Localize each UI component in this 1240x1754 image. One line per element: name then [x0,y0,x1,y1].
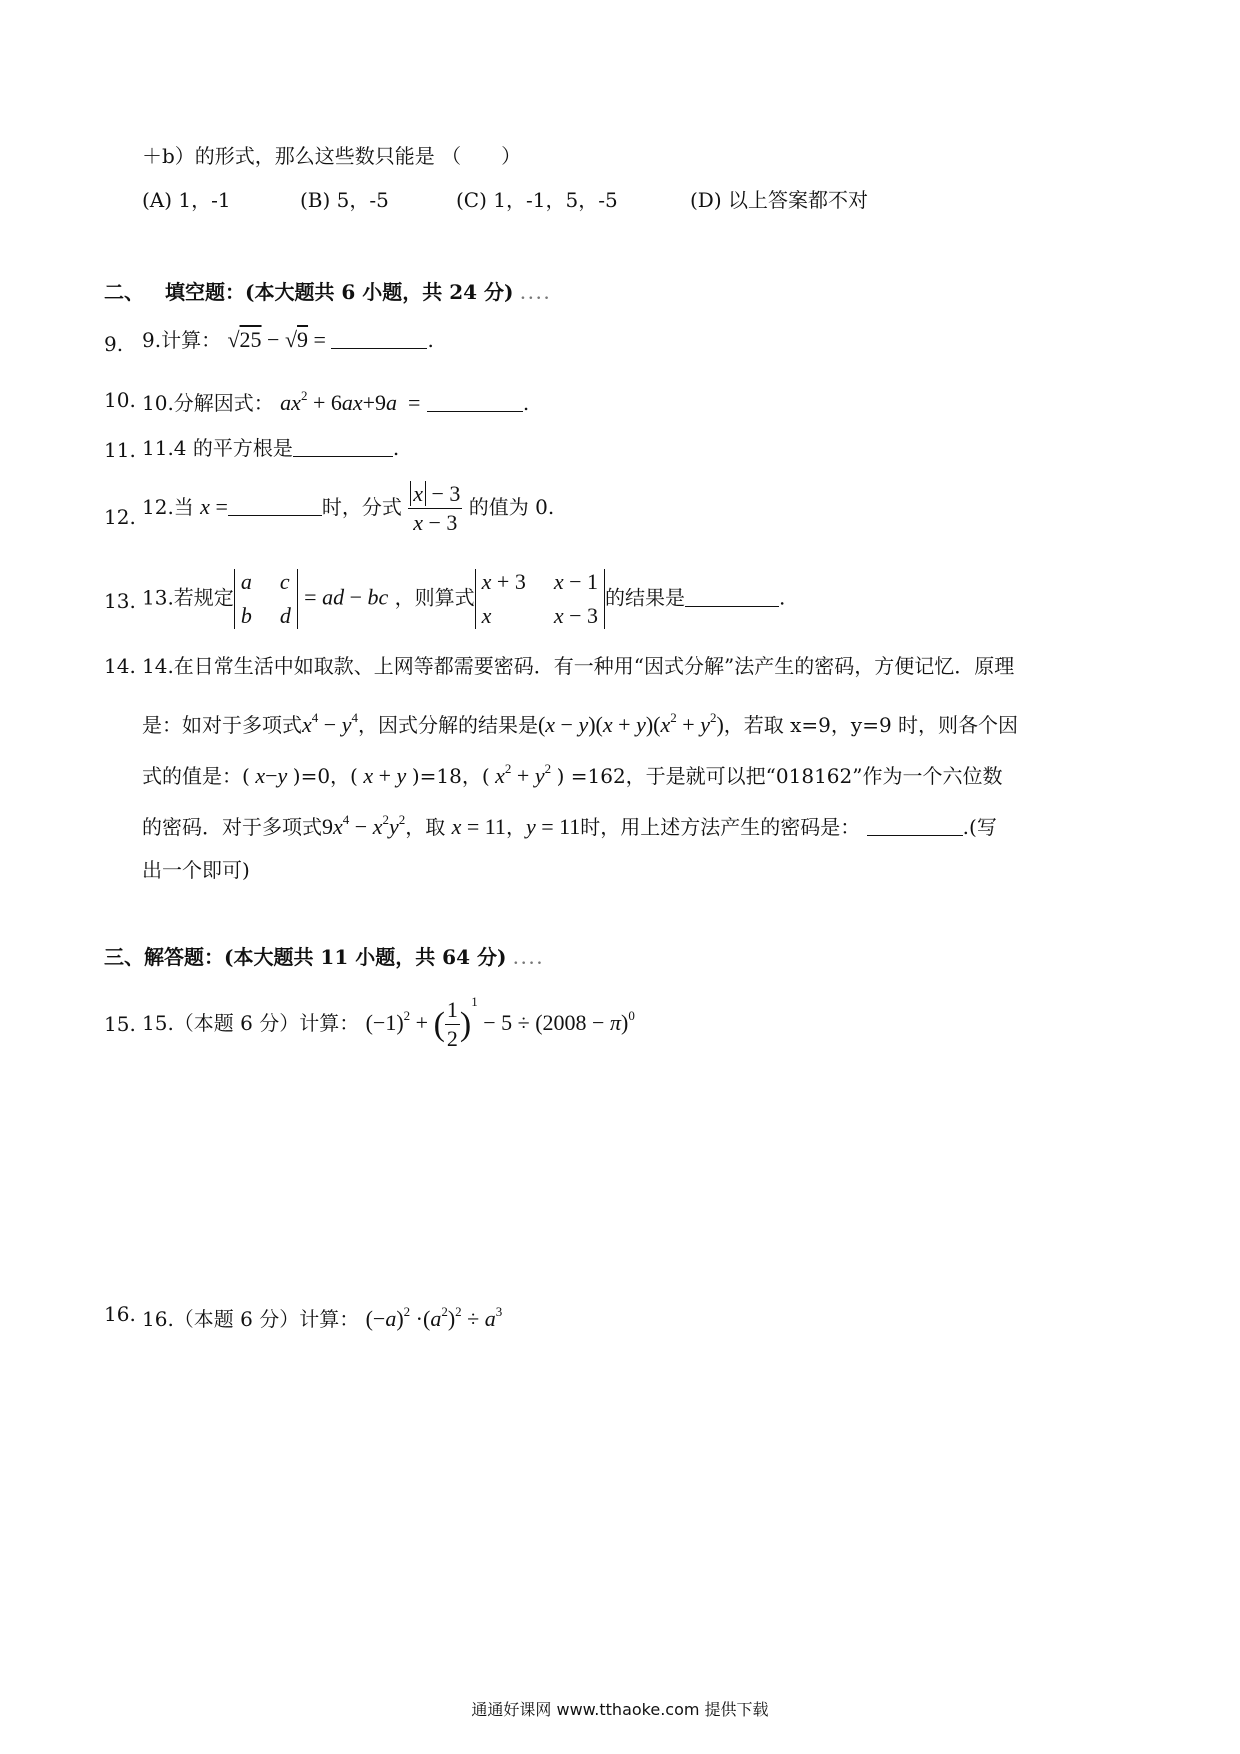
q13-number: 13. [104,589,136,613]
q15-label: 15.（本题 6 分）计算： [142,1011,360,1035]
q9-answer-blank[interactable] [331,326,427,349]
q10-number: 10. [104,388,136,412]
section2-heading [165,278,552,309]
q11-number: 11. [104,438,136,462]
q12-fraction: $\frac{x - 3}{x - 3}$ [408,480,462,537]
q16-body [142,1298,502,1333]
sqrt-icon: √ [284,327,298,352]
q8-option-a: (A) 1，-1 [142,188,231,212]
q10-label: 10.分解因式： [142,391,274,415]
q10-answer-blank[interactable] [427,389,523,412]
q13-body: 13.若规定 a c b d = ad − bc ，则算式 x + 3 x − 1 x x − 3 的结果是 . [142,569,786,628]
q9-label: 9.计算： [142,328,222,352]
q15-expression: $(-1)^2$ + ( $\frac{1}{2}$ )$^1 - 5 \div (2008 - \pi)^0$ [365,994,635,1052]
q13-determinant: x + 3 x − 1 x x − 3 [481,569,599,628]
q14-line-1: 14.在日常生活中如取款、上网等都需要密码．有一种用“因式分解”法产生的密码，方便记忆．原理 [142,654,1015,678]
q14-line-5: 出一个即可) [142,858,250,882]
q12-answer-blank[interactable] [228,493,322,516]
q16-expression: $(-a)^2 \cdot(a^2)^2 \div a^3$ [365,1304,503,1331]
q12-number: 12. [104,505,136,529]
q9-expression: √25 − √9 = [227,327,332,352]
section2-dots: .... [520,287,552,303]
q14-number: 14. [104,654,136,678]
q13-determinant-def: a c b d [240,569,291,628]
q8-option-b: (B) 5，-5 [300,188,389,212]
section2-title: 填空题：(本大题共 6 小题，共 24 分) [165,280,514,304]
q15-number: 15. [104,1012,136,1036]
q13-mid: ，则算式 [394,585,475,610]
q14-line-2: 是：如对于多项式$x^4 - y^4$，因式分解的结果是$(x - y)(x + y)(x^2 + y^2)$，若取 x=9，y=9 时，则各个因 [142,710,1019,737]
q9-body: 9.计算： √25 − √9 = . [142,327,434,352]
section3-title: 三、解答题：(本大题共 11 小题，共 64 分) [104,945,507,969]
section3-dots: .... [513,952,545,968]
q14-answer-blank[interactable] [867,813,963,836]
q16-label: 16.（本题 6 分）计算： [142,1307,360,1331]
q10-body: 10.分解因式： $ax^2 + 6ax+9a$ = . [142,388,530,415]
q13-answer-blank[interactable] [685,584,779,607]
q8-option-c: (C) 1，-1，5，-5 [456,188,618,212]
q10-expression: $ax^2 + 6ax+9a$ = [280,388,421,415]
page-footer: 通通好课网 www.tthaoke.com 提供下载 [471,1700,769,1719]
q8-stem: ＋b）的形式，那么这些数只能是 （ ） [142,144,522,168]
q11-body: 11.4 的平方根是 . [142,436,400,460]
q14-line-3: 式的值是：( x−y )=0，( x + y )=18，( $x^2 + y^2$ ) =162，于是就可以把“018162”作为一个六位数 [142,761,1003,788]
q13-post: 的结果是 [605,585,686,610]
q16-number: 16. [104,1302,136,1326]
q12-mid: 时，分式 [321,495,402,519]
q12-post: 的值为 0. [468,495,555,519]
q11-answer-blank[interactable] [293,434,393,457]
q14-line-4: 的密码．对于多项式$9x^4 - x^2y^2$，取 x = 11，y = 11时，用上述方法产生的密码是： .(写 [142,812,997,839]
q9-number: 9. [104,332,124,356]
q12-body: 12.当 x = 时，分式 $\frac{x - 3}{x - 3}$ 的值为 0. [142,481,555,535]
q11-label: 11.4 的平方根是 [142,436,293,460]
q15-body [142,988,635,1053]
sqrt-icon: √ [227,327,240,352]
section2-number: 二、 [104,280,144,304]
q13-pre: 13.若规定 [142,585,234,610]
q12-pre: 12.当 [142,495,194,519]
q8-option-d: (D) 以上答案都不对 [690,188,868,212]
section3-heading [104,943,545,974]
